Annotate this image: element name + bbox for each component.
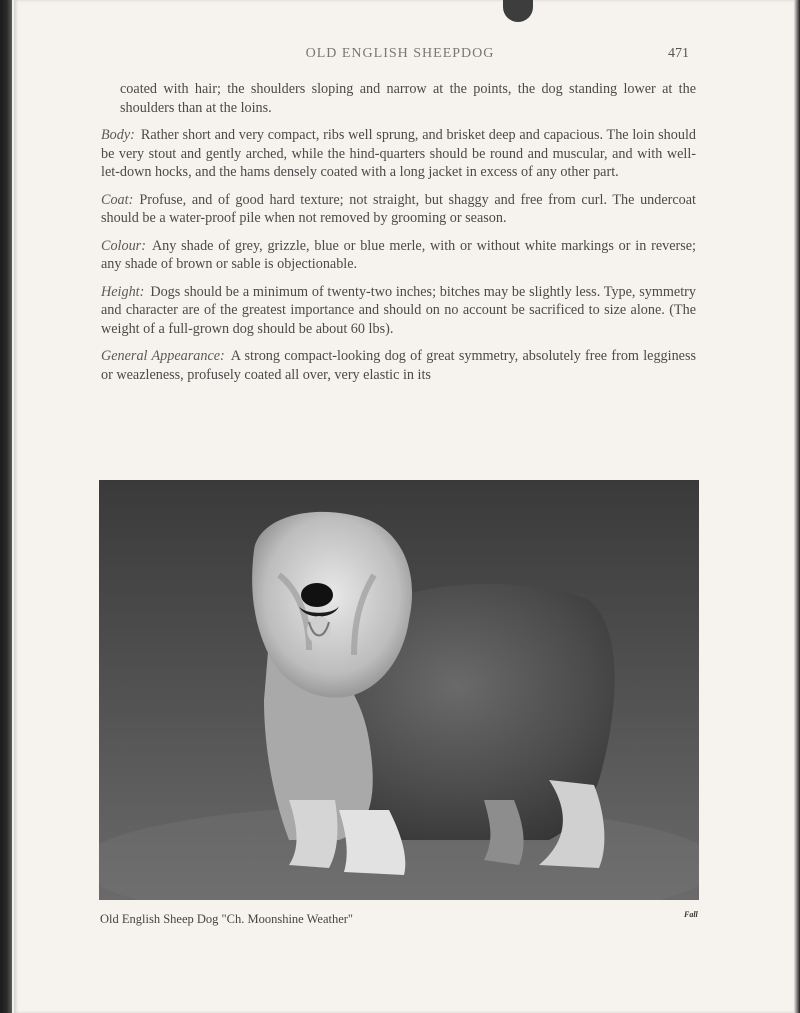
section-text: A strong compact-looking dog of great symmetry, absolutely free from legginess or weazleness, profusely coated all over, very elastic in its	[101, 348, 697, 383]
photo-caption: Old English Sheep Dog "Ch. Moonshine Weather"	[100, 912, 354, 926]
section-text: Profuse, and of good hard texture; not straight, but shaggy and free from curl. The undercoat should be a water-proof pile when not removed by grooming or season.	[101, 191, 696, 226]
section-text: Rather short and very compact, ribs well sprung, and brisket deep and capacious. The loin should be very stout and gently arched, while the hind-quarters should be round and muscular, and with well-let-down hocks, and the hams densely coated with a long jacket in excess of any other part.	[101, 127, 696, 180]
section-label: Colour:	[101, 237, 146, 254]
running-head: OLD ENGLISH SHEEPDOG	[305, 46, 495, 61]
height-section	[101, 283, 696, 339]
page-number: 471	[668, 46, 689, 61]
general-appearance-section	[101, 347, 696, 384]
dog-photograph	[99, 480, 699, 900]
section-label: Body:	[101, 127, 135, 143]
body-text	[101, 80, 697, 393]
colour-section	[101, 237, 696, 274]
page-left-edge	[0, 0, 12, 1013]
section-text: Dogs should be a minimum of twenty-two inches; bitches may be slightly less. Type, symmetry and character are of the greatest importance and should on no account be sacrificed to size alone. (The weight of a full-grown dog should be about 60 lbs).	[101, 283, 696, 337]
section-label: Coat:	[101, 191, 134, 208]
sheepdog-illustration	[99, 480, 699, 900]
photo-credit: Fall	[684, 910, 698, 919]
section-text: Any shade of grey, grizzle, blue or blue merle, with or without white markings or in reverse; any shade of brown or sable is objectionable.	[101, 237, 696, 272]
coat-section	[101, 191, 696, 228]
section-label: General Appearance:	[101, 348, 225, 364]
page-right-edge	[794, 0, 800, 1013]
intro-paragraph: coated with hair; the shoulders sloping and narrow at the points, the dog standing lower at the shoulders than at the loins.	[120, 81, 696, 116]
body-section	[101, 126, 696, 182]
section-label: Height:	[101, 283, 145, 300]
